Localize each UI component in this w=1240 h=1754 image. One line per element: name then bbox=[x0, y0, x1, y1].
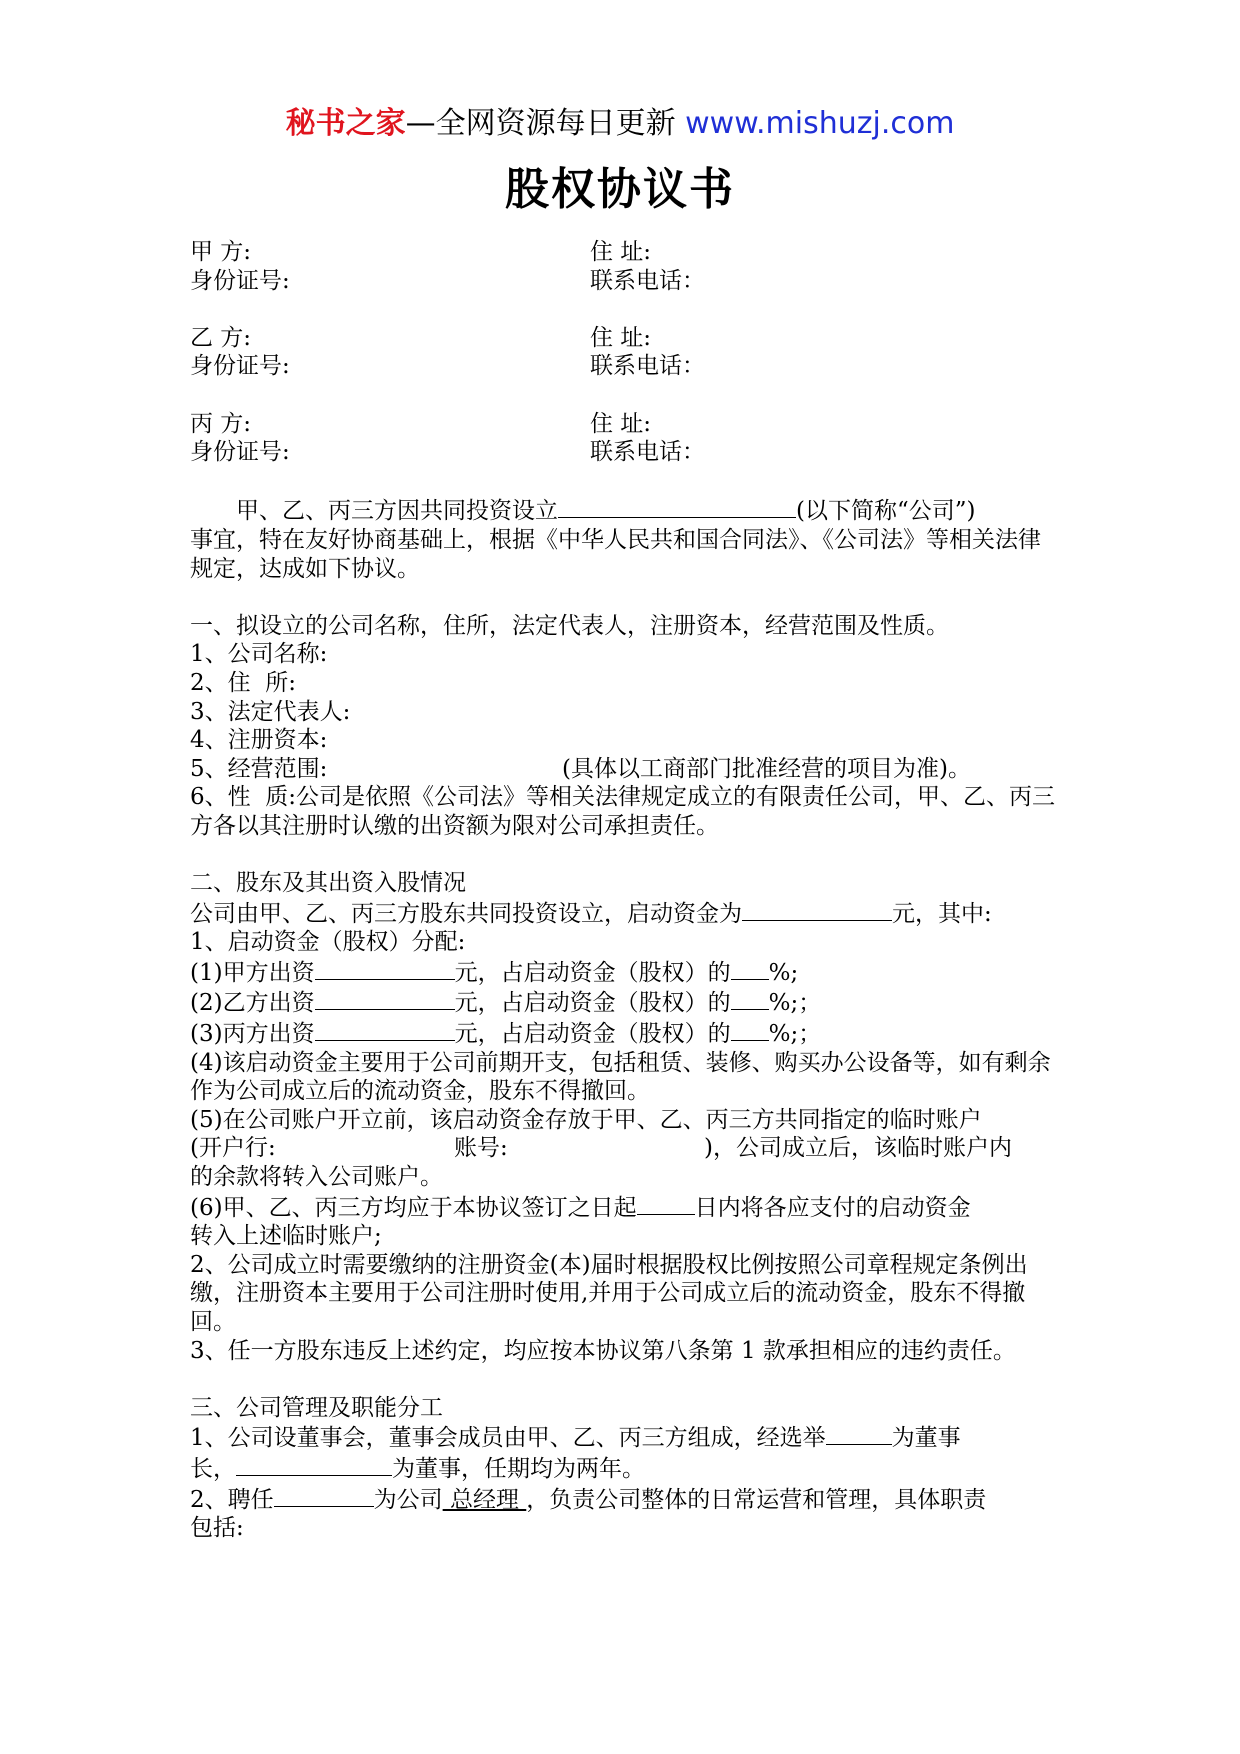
party-b-name-label: 乙 方: bbox=[190, 324, 252, 351]
s2-item-5-tail: )，公司成立后，该临时账户内 bbox=[704, 1135, 1012, 1162]
directors-blank bbox=[236, 1453, 392, 1476]
alloc-a-amount-blank bbox=[315, 957, 455, 980]
s1-item-4: 4、注册资本: bbox=[190, 727, 328, 754]
alloc-c-percent-blank bbox=[731, 1018, 769, 1041]
alloc-a-mid: 元，占启动资金（股权）的 bbox=[454, 959, 731, 986]
alloc-b-end: %;； bbox=[768, 990, 822, 1017]
intro-text-a: 甲、乙、丙三方因共同投资设立 bbox=[236, 498, 558, 525]
section-1-heading: 一、拟设立的公司名称，住所，法定代表人，注册资本，经营范围及性质。 bbox=[190, 612, 949, 639]
chairman-blank bbox=[826, 1422, 892, 1445]
alloc-c-end: %;； bbox=[768, 1021, 822, 1048]
alloc-c-amount-blank bbox=[315, 1018, 455, 1041]
document-body bbox=[190, 238, 1060, 1543]
party-a-name-label: 甲 方: bbox=[190, 239, 252, 265]
party-a-row-2 bbox=[190, 267, 1060, 296]
alloc-b-amount-blank bbox=[315, 987, 455, 1010]
party-a-id-label: 身份证号: bbox=[190, 267, 290, 294]
s2-item-2: 2、公司成立时需要缴纳的注册资金(本)届时根据股权比例按照公司章程规定条例出缴，注册资本主要用于公司注册时使用,并用于公司成立后的流动资金，股东不得撤回。 bbox=[190, 1251, 1028, 1335]
bank-label: (开户行: bbox=[190, 1135, 276, 1162]
s3-item-1-line-2 bbox=[190, 1453, 1060, 1484]
party-b-row-2 bbox=[190, 352, 1060, 381]
party-c-name-label: 丙 方: bbox=[190, 410, 252, 437]
party-c-row-2 bbox=[190, 438, 1060, 467]
s2-item-1: 1、启动资金（股权）分配: bbox=[190, 929, 466, 956]
startup-capital-blank bbox=[742, 898, 892, 921]
s3-item-2-text-a: 2、聘任 bbox=[190, 1486, 274, 1513]
intro-text-b: (以下简称“公司”) bbox=[796, 498, 976, 525]
general-manager-title: 总经理 bbox=[442, 1486, 527, 1513]
s2-item-5-line-2 bbox=[190, 1134, 1060, 1163]
party-b-row-1 bbox=[190, 324, 1060, 353]
s3-item-1-text-a: 1、公司设董事会，董事会成员由甲、乙、丙三方组成，经选举 bbox=[190, 1425, 826, 1452]
document-title: 股权协议书 bbox=[505, 164, 735, 215]
party-b-address-label: 住 址: bbox=[590, 324, 652, 351]
s2-item-5-line-3: 的余款将转入公司账户。 bbox=[190, 1164, 443, 1190]
party-c-id-label: 身份证号: bbox=[190, 439, 290, 466]
party-c-address-label: 住 址: bbox=[590, 410, 652, 437]
s1-item-2: 2、住 所: bbox=[190, 669, 297, 696]
s2-item-6-text-a: (6)甲、乙、丙三方均应于本协议签订之日起 bbox=[190, 1194, 637, 1221]
s3-item-2-line-2: 包括: bbox=[190, 1515, 244, 1542]
section-2-heading: 二、股东及其出资入股情况 bbox=[190, 870, 466, 897]
alloc-c-label: (3)丙方出资 bbox=[190, 1021, 315, 1048]
party-b-phone-label: 联系电话： bbox=[590, 353, 705, 380]
s3-item-1-text-b: 为董事 bbox=[891, 1425, 961, 1452]
header-slogan: —全网资源每日更新 bbox=[405, 106, 686, 141]
s2-item-3: 3、任一方股东违反上述约定，均应按本协议第八条第 1 款承担相应的违约责任。 bbox=[190, 1337, 1016, 1364]
s3-item-1 bbox=[190, 1422, 1060, 1453]
days-blank bbox=[637, 1192, 695, 1215]
party-a-address-label: 住 址: bbox=[590, 239, 652, 265]
alloc-b-percent-blank bbox=[731, 987, 769, 1010]
s1-item-5 bbox=[190, 755, 1060, 784]
s2-paragraph-1 bbox=[190, 898, 1060, 929]
s1-item-1: 1、公司名称: bbox=[190, 641, 328, 668]
s2-alloc-a bbox=[190, 957, 1060, 988]
s2-alloc-c bbox=[190, 1018, 1060, 1049]
s2-p1-text-a: 公司由甲、乙、丙三方股东共同投资设立，启动资金为 bbox=[190, 900, 742, 927]
site-url[interactable]: www.mishuzj.com bbox=[685, 106, 955, 141]
s2-alloc-b bbox=[190, 987, 1060, 1018]
s3-item-2 bbox=[190, 1484, 1060, 1515]
s3-item-2-text-b: 为公司 bbox=[373, 1486, 443, 1513]
s2-item-6-text-b: 日内将各应支付的启动资金 bbox=[694, 1194, 971, 1221]
s1-item-3: 3、法定代表人: bbox=[190, 698, 351, 725]
manager-name-blank bbox=[274, 1484, 374, 1507]
alloc-a-label: (1)甲方出资 bbox=[190, 959, 315, 986]
company-name-blank bbox=[558, 495, 796, 518]
s3-item-1-text-d: 为董事，任期均为两年。 bbox=[392, 1455, 645, 1482]
party-a-phone-label: 联系电话： bbox=[590, 267, 705, 294]
brand-name: 秘书之家 bbox=[285, 106, 406, 141]
s3-item-1-text-c: 长， bbox=[190, 1455, 236, 1482]
s3-item-2-text-d: ，负责公司整体的日常运营和管理，具体职责 bbox=[526, 1486, 987, 1513]
alloc-b-mid: 元，占启动资金（股权）的 bbox=[454, 990, 731, 1017]
party-c-phone-label: 联系电话： bbox=[590, 439, 705, 466]
alloc-a-end: %; bbox=[768, 959, 799, 986]
s2-item-4: (4)该启动资金主要用于公司前期开支，包括租赁、装修、购买办公设备等，如有剩余作为公司成立后的流动资金，股东不得撤回。 bbox=[190, 1049, 1051, 1105]
site-header bbox=[0, 104, 1240, 144]
alloc-a-percent-blank bbox=[731, 957, 769, 980]
alloc-b-label: (2)乙方出资 bbox=[190, 990, 315, 1017]
party-b-id-label: 身份证号: bbox=[190, 353, 290, 380]
s2-p1-text-b: 元，其中: bbox=[892, 900, 992, 927]
intro-paragraph bbox=[190, 495, 1060, 583]
s1-item-6: 6、性 质:公司是依照《公司法》等相关法律规定成立的有限责任公司，甲、乙、丙三方各以其注册时认缴的出资额为限对公司承担责任。 bbox=[190, 784, 1056, 839]
s1-item-5-note: (具体以工商部门批准经营的项目为准)。 bbox=[562, 755, 971, 782]
s2-item-5-line-1: (5)在公司账户开立前，该启动资金存放于甲、乙、丙三方共同指定的临时账户 bbox=[190, 1106, 982, 1133]
s2-item-6-line-2: 转入上述临时账户; bbox=[190, 1223, 382, 1250]
party-c-row-1 bbox=[190, 410, 1060, 439]
s1-item-5-label: 5、经营范围: bbox=[190, 755, 328, 782]
party-a-row-1 bbox=[190, 238, 1060, 267]
account-label: 账号: bbox=[454, 1135, 508, 1162]
alloc-c-mid: 元，占启动资金（股权）的 bbox=[454, 1021, 731, 1048]
s2-item-6 bbox=[190, 1192, 1060, 1223]
section-3-heading: 三、公司管理及职能分工 bbox=[190, 1394, 443, 1421]
intro-text-c: 事宜，特在友好协商基础上，根据《中华人民共和国合同法》、《公司法》等相关法律规定，达成如下协议。 bbox=[190, 526, 1041, 582]
